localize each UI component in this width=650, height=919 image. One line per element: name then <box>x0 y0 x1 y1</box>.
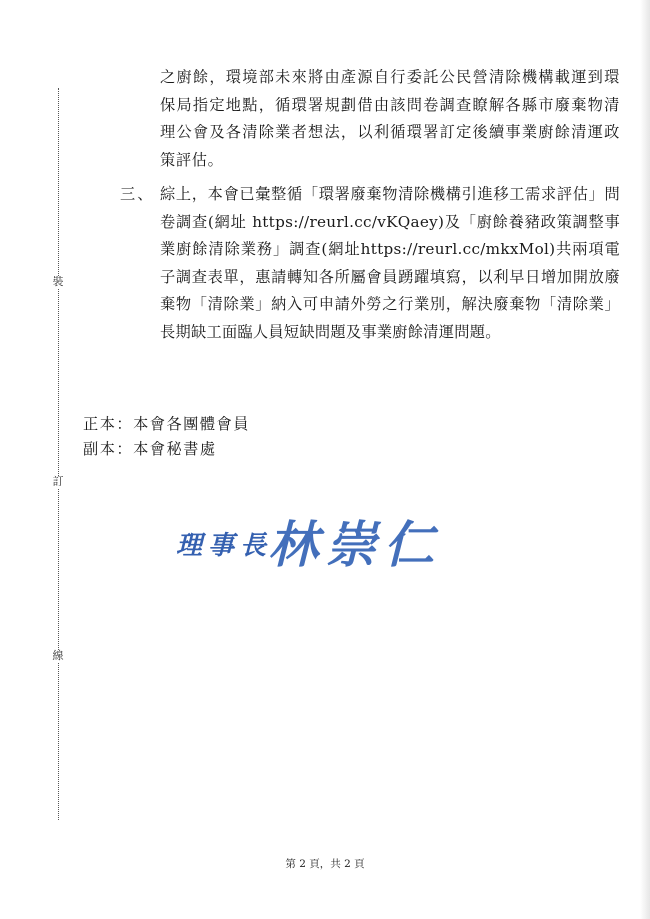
signature-title: 理事長 <box>176 531 273 561</box>
cc-main-recipients: 正本：本會各團體會員 <box>83 415 250 433</box>
chairman-signature-stamp <box>168 505 468 575</box>
binding-mark-zhuang: 裝 <box>52 275 64 288</box>
page-footer: 第 2 頁，共 2 頁 <box>285 858 365 870</box>
binding-mark-ding: 訂 <box>52 475 64 488</box>
page-edge-shadow <box>640 0 650 919</box>
signature-name: 林崇仁 <box>268 515 442 574</box>
item-three-number: 三、 <box>120 185 155 203</box>
cc-copy-recipients: 副本：本會秘書處 <box>83 440 217 458</box>
binding-dotted-line <box>58 88 59 820</box>
continued-paragraph: 之廚餘，環境部未來將由產源自行委託公民營清除機構載運到環保局指定地點，循環署規劃借由該問卷調查瞭解各縣市廢棄物清理公會及各清除業者想法，以利循環署訂定後續事業廚餘清運政策評估。 <box>160 68 620 169</box>
binding-mark-xian: 線 <box>52 649 64 662</box>
item-three-text: 綜上，本會已彙整循「環署廢棄物清除機構引進移工需求評估」問卷調查(網址 https://reurl.cc/vKQaey)及「廚餘養豬政策調整事業廚餘清除業務」調查(網址https://reurl.cc/mkxMol)共兩項電子調查表單，惠請轉知各所屬會員踴躍填寫，以利早日增加開放廢棄物「清除業」納入可申請外勞之行業別，解決廢棄物「清除業」長期缺工面臨人員短缺問題及事業廚餘清運問題。 <box>160 185 620 341</box>
binding-margin <box>38 0 68 919</box>
